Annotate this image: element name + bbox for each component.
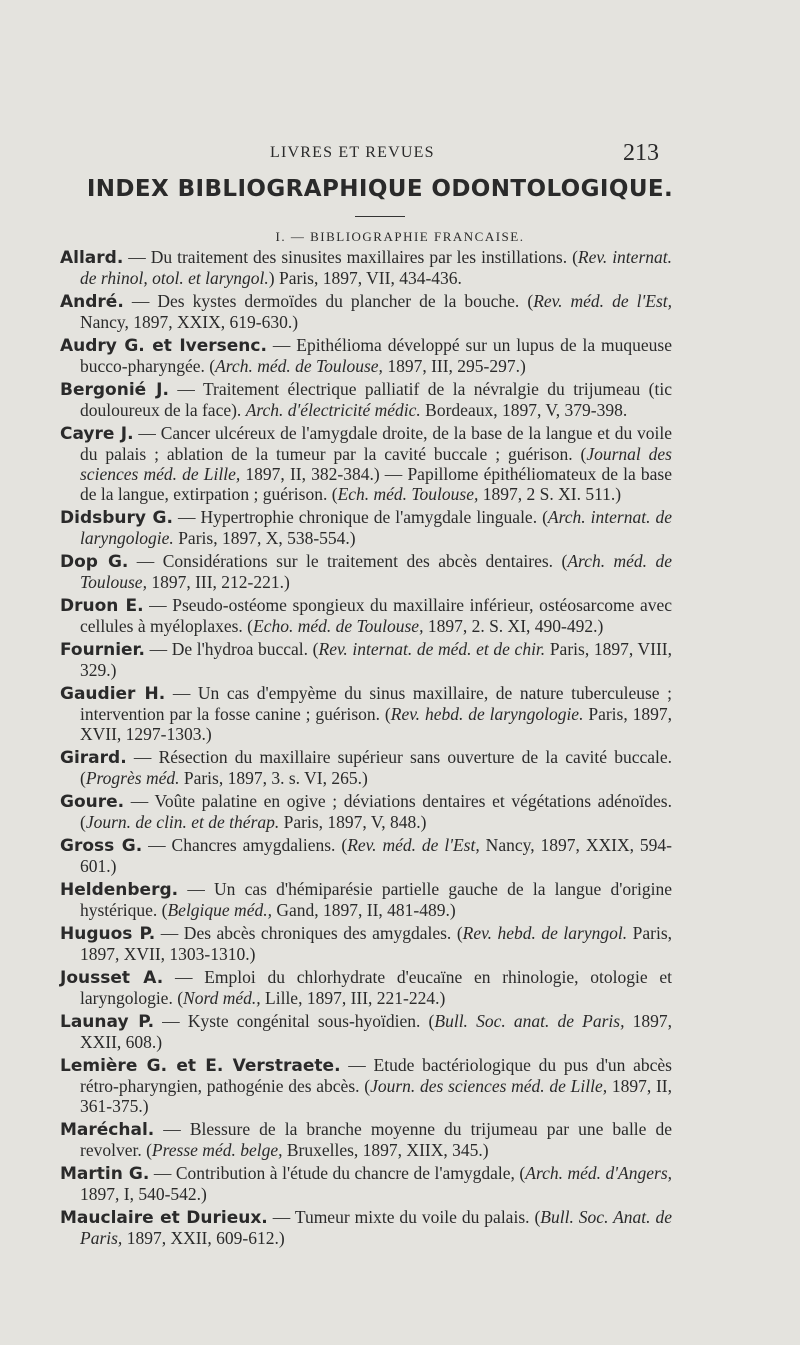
page-title: INDEX BIBLIOGRAPHIQUE ODONTOLOGIQUE. [86, 176, 674, 202]
entry-reference: ) Paris, 1897, VII, 434-436. [268, 268, 462, 288]
entry-reference: Lille, 1897, III, 221-224.) [260, 988, 446, 1008]
entry-author: Launay P. [60, 1012, 155, 1032]
entry-journal: Presse méd. belge, [151, 1140, 283, 1160]
entry-author: André. [60, 292, 124, 312]
entry-journal: Rev. méd. de l'Est, [347, 835, 480, 855]
bibliography-entry [60, 379, 672, 420]
entry-text: — Traitement électrique palliatif de la névralgie du trijumeau (tic douloureux de la face). [80, 379, 672, 420]
entry-text: — Kyste congénital sous-hyoïdien. ( [154, 1011, 435, 1031]
entry-reference: Paris, 1897, XVII, 1303-1310.) [80, 923, 673, 964]
entry-reference: 1897, I, 540-542.) [80, 1184, 207, 1204]
entry-author: Audry G. et Iversenc. [60, 336, 267, 356]
entry-author: Druon E. [60, 596, 144, 616]
entry-author: Gaudier H. [60, 684, 166, 704]
bibliography-entry [60, 507, 672, 548]
entry-text: — Du traitement des sinusites maxillaires par les instillations. ( [123, 247, 578, 267]
entry-author: Didsbury G. [60, 508, 173, 528]
entry-journal: Belgique méd., [167, 900, 272, 920]
bibliography-entry [60, 1055, 672, 1116]
entry-author: Lemière G. et E. Verstraete. [60, 1056, 341, 1076]
entry-text: — Cancer ulcéreux de l'amygdale droite, de la base de la langue et du voile du palais ; ablation de la tumeur par la cavité buccale ; guérison. ( [80, 423, 672, 464]
entry-reference: Paris, 1897, VIII, 329.) [80, 639, 672, 680]
entry-text: — Hypertrophie chronique de l'amygdale linguale. ( [172, 507, 548, 527]
entry-author: Mauclaire et Durieux. [60, 1208, 268, 1228]
entry-journal: Journ. des sciences méd. de Lille, [370, 1076, 608, 1096]
entry-reference: Paris, 1897, 3. s. VI, 265.) [179, 768, 368, 788]
running-title: LIVRES ET REVUES [270, 144, 435, 161]
entry-text: — Des abcès chroniques des amygdales. ( [155, 923, 463, 943]
entry-text: — Etude bactériologique du pus d'un abcès rétro-pharyngien, pathogénie des abcès. ( [80, 1055, 672, 1096]
entry-reference: 1897, III, 295-297.) [382, 356, 526, 376]
entry-reference: Nancy, 1897, XXIX, 619-630.) [80, 312, 299, 332]
entry-reference: Paris, 1897, V, 848.) [279, 812, 427, 832]
entry-author: Girard. [60, 748, 127, 768]
bibliography-entry [60, 923, 672, 964]
bibliography-entry [60, 335, 672, 376]
section-heading: I. — BIBLIOGRAPHIE FRANCAISE. [275, 229, 525, 244]
entry-text: — Epithélioma développé sur un lupus de la muqueuse bucco-pharyngée. ( [80, 335, 672, 376]
entry-reference: Bruxelles, 1897, XIIX, 345.) [282, 1140, 489, 1160]
entry-author: Heldenberg. [60, 880, 179, 900]
entry-journal-secondary: Ech. méd. Toulouse, [337, 484, 479, 504]
bibliography-entry [60, 791, 672, 832]
entry-author: Maréchal. [60, 1120, 155, 1140]
entry-author: Gross G. [60, 836, 143, 856]
entry-text: — Un cas d'hémiparésie partielle gauche de la langue d'origine hystérique. ( [80, 879, 672, 920]
entry-reference: 1897, II, 382-384.) — Papillome épithéliomateux de la base de la langue, extirpation ; guérison. ( [80, 464, 672, 504]
entry-journal: Rev. méd. de l'Est, [533, 291, 672, 311]
entry-text: — Considérations sur le traitement des abcès dentaires. ( [128, 551, 568, 571]
entry-text: — Voûte palatine en ogive ; déviations dentaires et végétations adénoïdes. ( [80, 791, 672, 832]
entry-journal: Journal des sciences méd. de Lille, [80, 444, 672, 484]
entry-author: Fournier. [60, 640, 145, 660]
bibliography-entry [60, 291, 672, 332]
entry-journal: Rev. hebd. de laryngol. [462, 923, 628, 943]
entry-reference: 1897, III, 212-221.) [146, 572, 290, 592]
entry-text: — De l'hydroa buccal. ( [144, 639, 319, 659]
entry-text: — Tumeur mixte du voile du palais. ( [267, 1207, 541, 1227]
bibliography-entry [60, 639, 672, 680]
entry-reference: Paris, 1897, XVII, 1297-1303.) [80, 704, 672, 744]
entry-text: — Des kystes dermoïdes du plancher de la bouche. ( [123, 291, 534, 311]
bibliography-entry [60, 1119, 672, 1160]
entry-journal: Journ. de clin. et de thérap. [85, 812, 280, 832]
page-number: 213 [623, 140, 659, 166]
entry-journal: Progrès méd. [85, 768, 180, 788]
entry-reference: Bordeaux, 1897, V, 379-398. [420, 400, 628, 420]
entry-journal: Arch. méd. de Toulouse, [215, 356, 383, 376]
entry-journal: Arch. méd. d'Angers, [525, 1163, 672, 1183]
entry-author: Cayre J. [60, 424, 134, 444]
entry-author: Allard. [60, 248, 124, 268]
bibliography-entry [60, 595, 672, 636]
entry-reference: 1897, 2. S. XI, 490-492.) [423, 616, 604, 636]
entry-journal: Echo. méd. de Toulouse, [253, 616, 424, 636]
entry-reference: Nancy, 1897, XXIX, 594-601.) [80, 835, 672, 876]
running-header [0, 140, 800, 170]
entry-author: Jousset A. [60, 968, 164, 988]
entry-text: — Pseudo-ostéome spongieux du maxillaire inférieur, ostéosarcome avec cellules à myéloplaxes. ( [80, 595, 672, 636]
bibliography-entry [60, 247, 672, 288]
bibliography-list [60, 247, 672, 1251]
entry-journal: Arch. méd. de Toulouse, [80, 551, 672, 592]
entry-journal: Arch. internat. de laryngologie. [80, 507, 672, 548]
entry-author: Martin G. [60, 1164, 150, 1184]
entry-journal: Rev. hebd. de laryngologie. [390, 704, 584, 724]
entry-journal: Nord méd., [183, 988, 261, 1008]
entry-reference: Gand, 1897, II, 481-489.) [271, 900, 456, 920]
entry-reference: 1897, II, 361-375.) [80, 1076, 673, 1116]
entry-journal: Bull. Soc. anat. de Paris, [434, 1011, 625, 1031]
bibliography-entry [60, 1163, 672, 1204]
bibliography-entry [60, 1011, 672, 1052]
entry-text: — Résection du maxillaire supérieur sans ouverture de la cavité buccale. ( [80, 747, 672, 788]
bibliography-entry [60, 879, 672, 920]
entry-reference-secondary: 1897, 2 S. XI. 511.) [478, 484, 622, 504]
entry-reference: 1897, XXII, 608.) [80, 1011, 673, 1052]
entry-author: Bergonié J. [60, 380, 169, 400]
bibliography-entry [60, 1207, 672, 1248]
bibliography-entry [60, 423, 672, 504]
bibliography-entry [60, 967, 672, 1008]
entry-journal: Bull. Soc. Anat. de Paris, [80, 1207, 672, 1248]
entry-author: Huguos P. [60, 924, 156, 944]
entry-text: — Contribution à l'étude du chancre de l'amygdale, ( [149, 1163, 526, 1183]
entry-text: — Blessure de la branche moyenne du trijumeau par une balle de revolver. ( [80, 1119, 672, 1160]
bibliography-entry [60, 835, 672, 876]
entry-text: — Emploi du chlorhydrate d'eucaïne en rhinologie, otologie et laryngologie. ( [80, 967, 672, 1008]
title-rule [355, 216, 405, 217]
entry-author: Dop G. [60, 552, 129, 572]
entry-author: Goure. [60, 792, 125, 812]
entry-journal: Rev. internat. de rhinol, otol. et laryngol. [80, 247, 672, 288]
entry-text: — Un cas d'empyème du sinus maxillaire, de nature tuberculeuse ; intervention par la fosse canine ; guérison. ( [80, 683, 673, 724]
entry-reference: Paris, 1897, X, 538-554.) [173, 528, 356, 548]
bibliography-entry [60, 683, 672, 744]
bibliography-entry [60, 747, 672, 788]
entry-journal: Rev. internat. de méd. et de chir. [318, 639, 546, 659]
entry-journal: Arch. d'électricité médic. [245, 400, 421, 420]
entry-reference: 1897, XXII, 609-612.) [122, 1228, 285, 1248]
entry-text: — Chancres amygdaliens. ( [142, 835, 348, 855]
bibliography-entry [60, 551, 672, 592]
